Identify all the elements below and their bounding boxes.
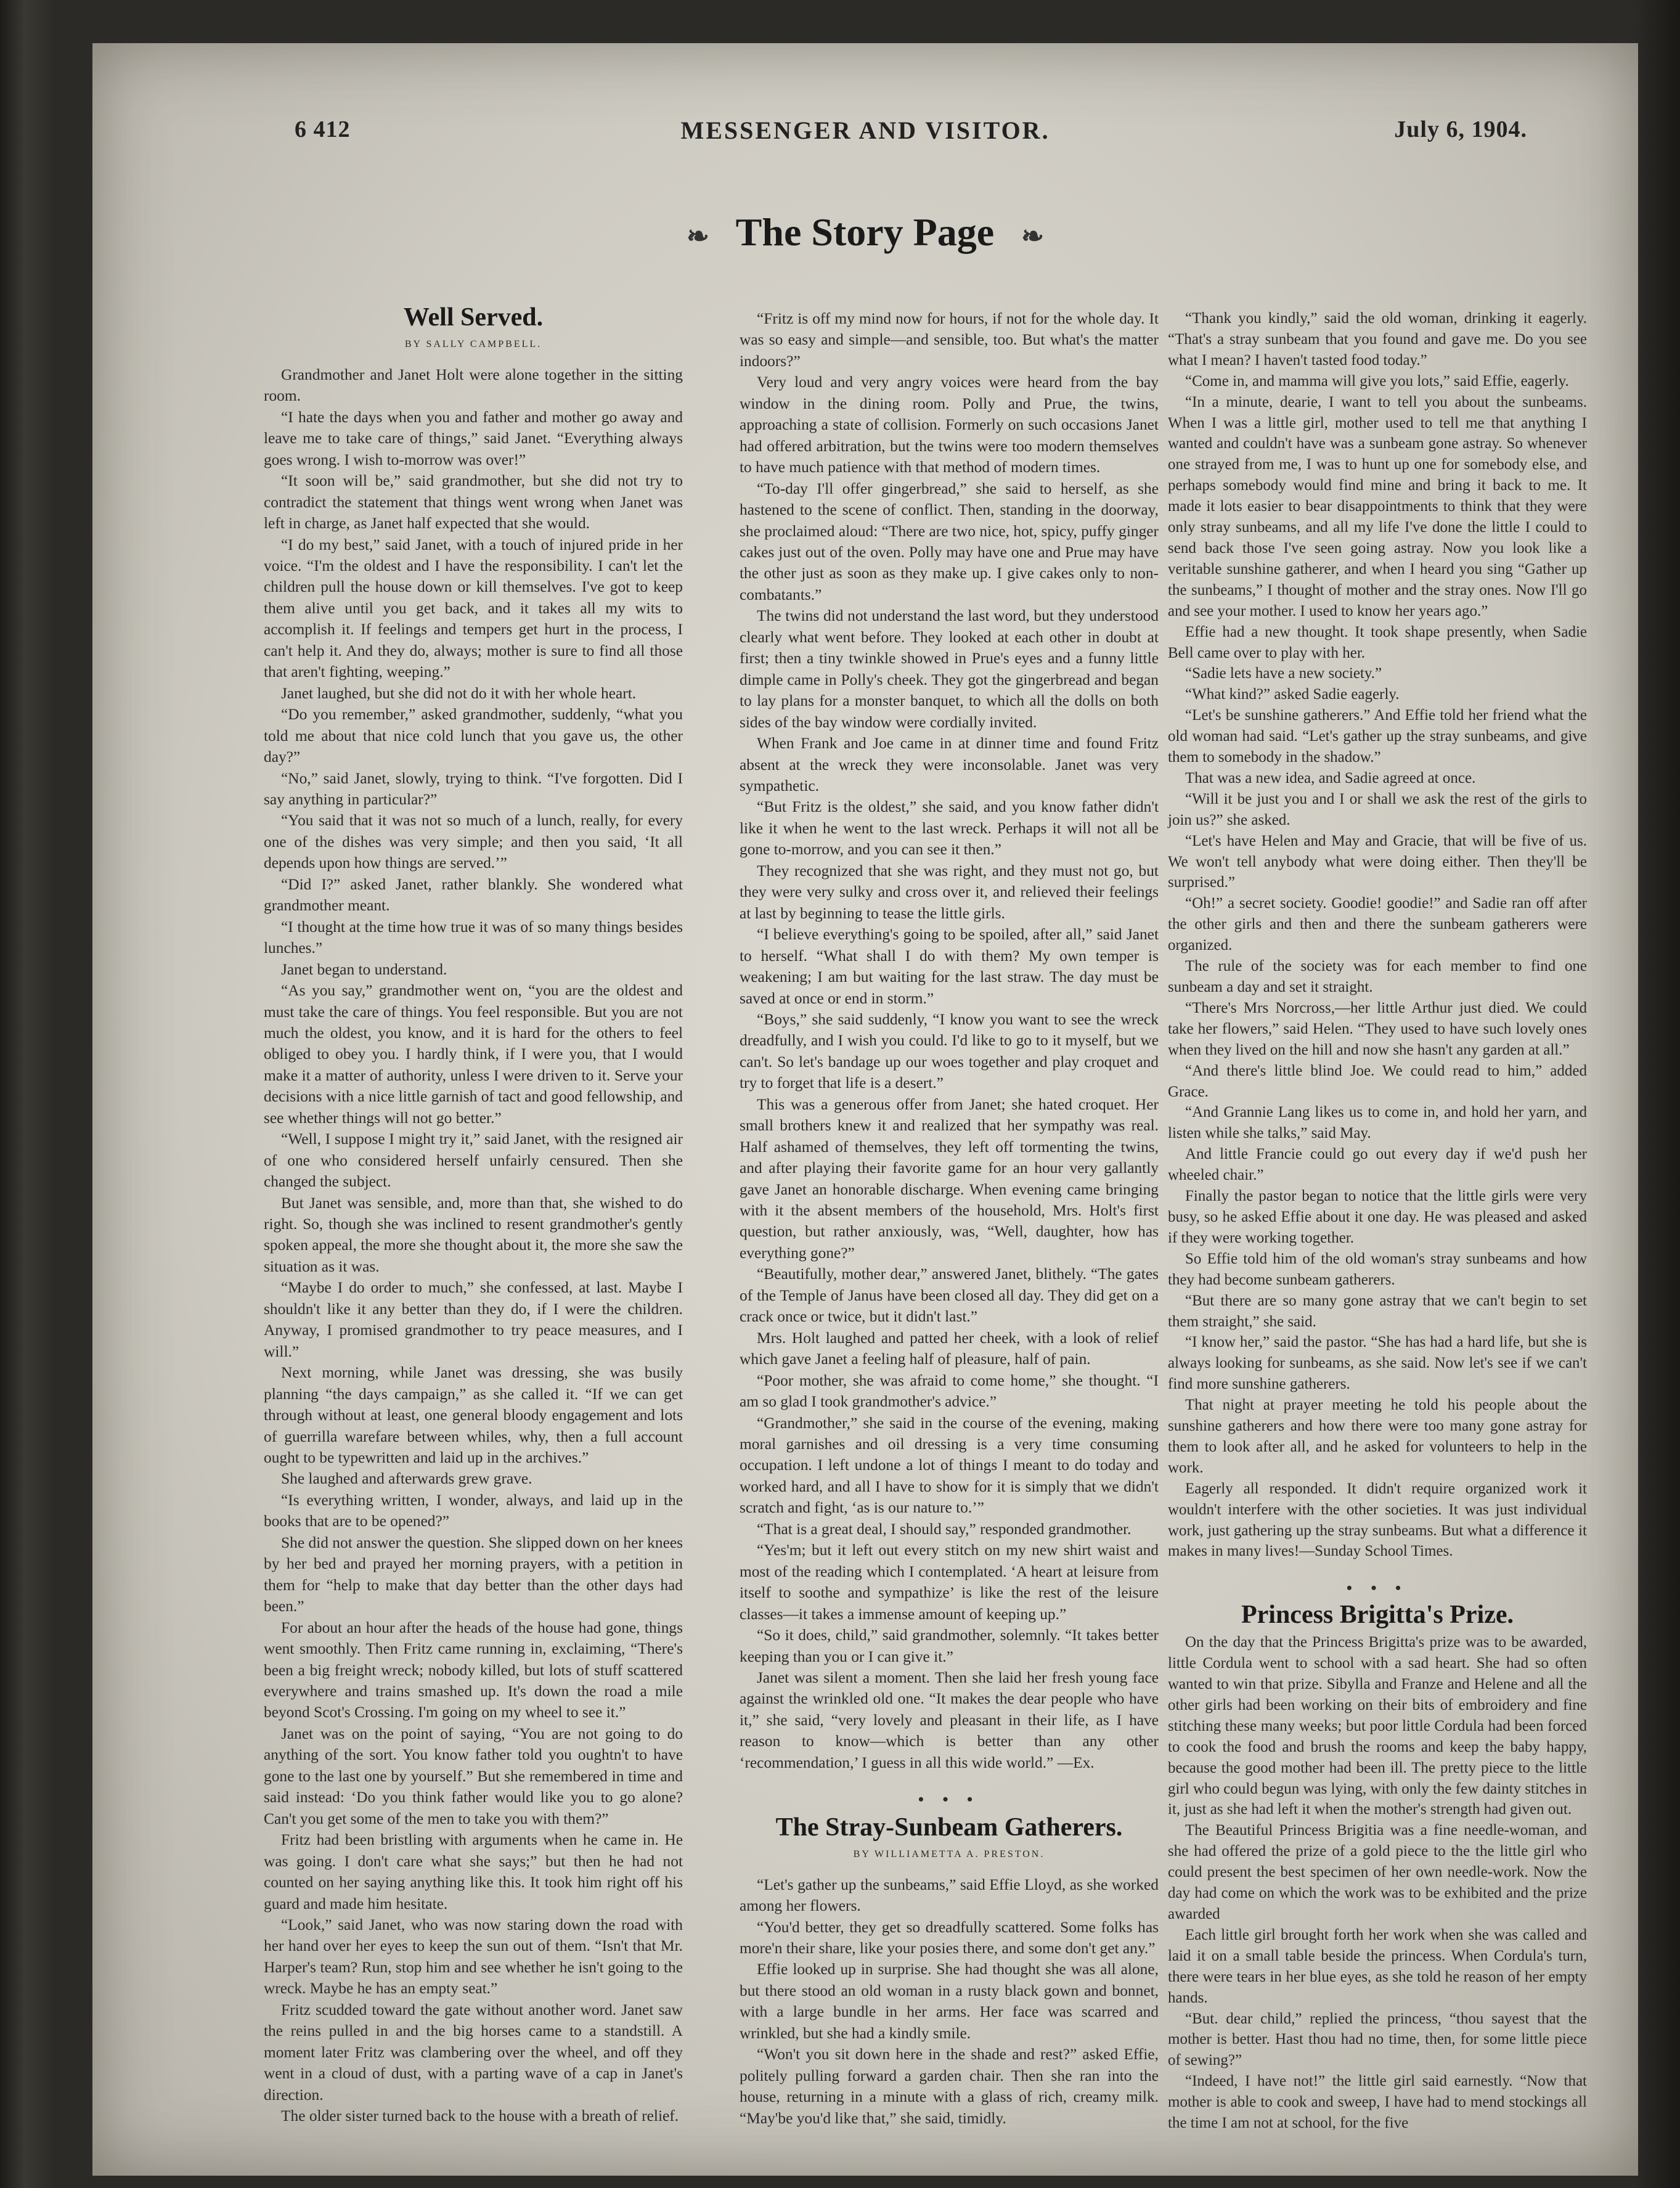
paragraph: “There's Mrs Norcross,—her little Arthur just died. We could take her flowers,” said Helen. “They used to have such lovely ones when they lived on the hill and now she hasn't any garden at all.” — [1168, 999, 1587, 1058]
paragraph: That was a new idea, and Sadie agreed at once. — [1185, 769, 1476, 786]
paragraph: “Fritz is off my mind now for hours, if not for the whole day. It was so easy and simple—and sensible, too. But what's the matter indoors?” — [740, 310, 1159, 370]
separator: • • • — [918, 1790, 981, 1809]
paragraph: Mrs. Holt laughed and patted her cheek, with a look of relief which gave Janet a feeling half of pleasure, half of pain. — [740, 1329, 1159, 1368]
story-body-continued — [740, 308, 1159, 1773]
paragraph: Eagerly all responded. It didn't require organized work it wouldn't interfere with the other societies. It was just individual work, just gathering up the stray sunbeams. But what a difference it makes in many lives!—Sunday School Times. — [1168, 1480, 1587, 1560]
paragraph: “But there are so many gone astray that we can't begin to set them straight,” she said. — [1168, 1292, 1587, 1330]
paragraph: Janet began to understand. — [281, 960, 447, 978]
paragraph: “Poor mother, she was afraid to come home,” she thought. “I am so glad I took grandmother's advice.” — [740, 1371, 1159, 1411]
paragraph: “I do my best,” said Janet, with a touch of injured pride in her voice. “I'm the oldest and I have the responsibility. I can't let the children pull the house down or kill themselves. I've got to keep them alive until you get back, and it takes all my wits to accomplish it. If feelings and tempers get hurt in the process, I can't help it. And they do, always; mother is sure to find all those that aren't fighting, weeping.” — [264, 536, 683, 681]
story-body — [1168, 1632, 1587, 2134]
leaf-ornament-icon: ❧ — [686, 221, 709, 251]
paragraph: “Beautifully, mother dear,” answered Janet, blithely. “The gates of the Temple of Janus have been closed all day. They did get on a crack once or twice, but it didn't last.” — [740, 1265, 1159, 1326]
paragraph: “You said that it was not so much of a lunch, really, for every one of the dishes was very simple; and then you said, ‘It all depends upon how things are served.’” — [264, 812, 683, 872]
section-header — [92, 210, 1638, 255]
paragraph: But Janet was sensible, and, more than that, she wished to do right. So, though she was inclined to resent grandmother's gently spoken appeal, the more she thought about it, the more she saw the situation as it was. — [264, 1194, 683, 1275]
paragraph: Fritz had been bristling with arguments when he came in. He was going. I don't care what she says;” but then he had not counted on her saying anything like this. It took him right off his guard and made him hesitate. — [264, 1831, 683, 1912]
paragraph: “As you say,” grandmother went on, “you are the oldest and must take the care of things. You feel responsible. But you are not much the oldest, you know, and it is hard for the others to feel obliged to obey you. I hardly think, if I were you, that I would make it a matter of authority, unless I were driven to it. Serve your decisions with a nice little garnish of tact and good fellowship, and see whether things will not go better.” — [264, 982, 683, 1127]
separator: • • • — [1346, 1579, 1409, 1598]
paragraph: “In a minute, dearie, I want to tell you about the sunbeams. When I was a little girl, mother used to tell me that anything I wanted and couldn't have was a sunbeam gone astray. So whenever one strayed from me, I was to hunt up one for somebody else, and perhaps somebody would find mine and bring it back to me. It made it lots easier to bear disappointments to think that they were only stray sunbeams, and all my life I've done the little I could to send back those I've seen going astray. Now you look like a veritable sunshine gatherer, and when I heard you sing “Gather up the sunbeams,” I thought of mother and the stray ones. Now I'll go and see your mother. I used to know her years ago.” — [1168, 393, 1587, 619]
paragraph: “Let's gather up the sunbeams,” said Effie Lloyd, as she worked among her flowers. — [740, 1876, 1159, 1915]
paragraph: She did not answer the question. She slipped down on her knees by her bed and prayed her morning prayers, with a petition in them for “help to make that day better than the other days had been.” — [264, 1533, 683, 1615]
paragraph: “I believe everything's going to be spoiled, after all,” said Janet to herself. “What shall I do with them? My own temper is weakening; I am but waiting for the last straw. The day must be saved at once or end in storm.” — [740, 926, 1159, 1007]
column-2 — [740, 308, 1159, 2129]
byline: BY WILLIAMETTA A. PRESTON. — [853, 1849, 1045, 1860]
paragraph: “Maybe I do order to much,” she confessed, at last. Maybe I shouldn't like it any better than they do, if I were the children. Anyway, I promised grandmother to try peace measures, and I will.” — [264, 1279, 683, 1360]
paragraph: “And Grannie Lang likes us to come in, and hold her yarn, and listen while she talks,” said May. — [1168, 1104, 1587, 1142]
column-1 — [264, 302, 683, 2127]
paragraph: The older sister turned back to the house with a breath of relief. — [281, 2107, 679, 2125]
masthead: MESSENGER AND VISITOR. — [680, 116, 1050, 144]
paragraph: Janet was on the point of saying, “You are not going to do anything of the sort. You know father told you oughtn't to have gone to the last one by yourself.” But she remembered in time and said instead: ‘Do you think father would like you to go alone? Can't you get some of the men to take you with them?” — [264, 1725, 683, 1827]
story-title-princess-brigitta: Princess Brigitta's Prize. — [1241, 1601, 1514, 1630]
paragraph: “I hate the days when you and father and mother go away and leave me to take care of things,” said Janet. “Everything always goes wrong. I wish to-morrow was over!” — [264, 408, 683, 468]
paragraph: “No,” said Janet, slowly, trying to think. “I've forgotten. Did I say anything in particular?” — [264, 769, 683, 808]
issue-date: July 6, 1904. — [1394, 116, 1527, 142]
column-3 — [1168, 308, 1587, 2134]
paragraph: “Oh!” a secret society. Goodie! goodie!” and Sadie ran off after the other girls and then and there the sunbeam gatherers were organized. — [1168, 895, 1587, 954]
paragraph: “Will it be just you and I or shall we ask the rest of the girls to join us?” she asked. — [1168, 790, 1587, 828]
paragraph: The rule of the society was for each member to find one sunbeam a day and set it straight. — [1168, 958, 1587, 995]
paragraph: “So it does, child,” said grandmother, solemnly. “It takes better keeping than you or I can give it.” — [740, 1627, 1159, 1665]
paragraph: Finally the pastor began to notice that the little girls were very busy, so he asked Effie about it one day. He was pleased and asked if they were working together. — [1168, 1188, 1587, 1246]
story-body-continued — [1168, 308, 1587, 1562]
story-body — [264, 364, 683, 2127]
paragraph: Each little girl brought forth her work when she was called and laid it on a small table beside the princess. When Cordula's turn, there were tears in her blue eyes, as she told he reason of her empty hands. — [1168, 1926, 1587, 2006]
paragraph: “Yes'm; but it left out every stitch on my new shirt waist and most of the reading which I contemplated. ‘A heart at leisure from itself to soothe and sympathize’ is like the rest of the leisure classes—it takes a immense amount of keeping up.” — [740, 1541, 1159, 1623]
paragraph: Fritz scudded toward the gate without another word. Janet saw the reins pulled in and the big horses came to a standstill. A moment later Fritz was clambering over the wheel, and off they went in a cloud of dust, with a parting wave of a cap in Janet's direction. — [264, 2001, 683, 2104]
paragraph: She laughed and afterwards grew grave. — [281, 1470, 532, 1488]
paragraph: “You'd better, they get so dreadfully scattered. Some folks has more'n their share, like your posies there, and some don't get any.” — [740, 1918, 1159, 1957]
paragraph: “Grandmother,” she said in the course of the evening, making moral garnishes and oil dressing is a very time consuming occupation. I left undone a lot of things I meant to do today and worked hard, and all I have to show for it is simply that we didn't scratch and fight, ‘as is our nature to.’” — [740, 1414, 1159, 1517]
paragraph: For about an hour after the heads of the house had gone, things went smoothly. Then Fritz came running in, exclaiming, “There's been a big freight wreck; nobody killed, but lots of stuff scattered everywhere and trains smashed up. It's down the road a mile beyond Scot's Crossing. I'm going on my wheel to see it.” — [264, 1619, 683, 1721]
paragraph: When Frank and Joe came in at dinner time and found Fritz absent at the wreck they were inconsolable. Janet was very sympathetic. — [740, 735, 1159, 794]
paragraph: “And there's little blind Joe. We could read to him,” added Grace. — [1168, 1062, 1587, 1100]
paragraph: “To-day I'll offer gingerbread,” she said to herself, as she hastened to the scene of conflict. Then, standing in the doorway, she proclaimed aloud: “There are two nice, hot, spicy, puffy ginger cakes just out of the oven. Polly may have one and Prue may have the other just as soon as they make up. I give cakes only to non-combatants.” — [740, 480, 1159, 603]
paragraph: This was a generous offer from Janet; she hated croquet. Her small brothers knew it and realized that her sympathy was real. Half ashamed of themselves, they left off tormenting the twins, and after playing their favorite game for an hour very gallantly gave Janet an honorable discharge. When evening came bringing with it the absent members of the household, Mrs. Holt's first question, but rather anxiously, was, “Well, daughter, how has everything gone?” — [740, 1095, 1159, 1262]
paragraph: “Come in, and mamma will give you lots,” said Effie, eagerly. — [1185, 372, 1569, 390]
leaf-ornament-icon: ❧ — [1021, 221, 1045, 251]
paragraph: So Effie told him of the old woman's stray sunbeams and how they had become sunbeam gatherers. — [1168, 1250, 1587, 1288]
paragraph: Next morning, while Janet was dressing, she was busily planning “the days campaign,” as she called it. “If we can get through without at least, one general bloody engagement and lots of guerrilla warefare between whiles, why, then a full account ought to be typewritten and laid up in the archives.” — [264, 1364, 683, 1467]
paragraph: “Let's be sunshine gatherers.” And Effie told her friend what the old woman had said. “Let's gather up the stray sunbeams, and give them to somebody in the shadow.” — [1168, 707, 1587, 766]
paragraph: Janet laughed, but she did not do it with her whole heart. — [281, 684, 637, 702]
paragraph: “What kind?” asked Sadie eagerly. — [1185, 686, 1400, 703]
paragraph: “Won't you sit down here in the shade and rest?” asked Effie, politely pulling forward a garden chair. Then she ran into the house, returning in a minute with a glass of rich, creamy milk. “May'be you'd like that,” she said, timidly. — [740, 2046, 1159, 2127]
paragraph: “Is everything written, I wonder, always, and laid up in the books that are to be opened?” — [264, 1491, 683, 1530]
paragraph: “Sadie lets have a new society.” — [1185, 665, 1382, 682]
paragraph: “But. dear child,” replied the princess, “thou sayest that the mother is better. Hast thou had no time, then, for some little piece of sewing?” — [1168, 2010, 1587, 2069]
paragraph: Very loud and very angry voices were heard from the bay window in the dining room. Polly and Prue, the twins, approaching a state of collision. Formerly on such occasions Janet had offered arbitration, but the twins were too modern themselves to have much patience with that method of modern times. — [740, 374, 1159, 476]
paragraph: On the day that the Princess Brigitta's prize was to be awarded, little Cordula went to school with a sad heart. She had so often wanted to win that prize. Sibylla and Franze and Helene and all the other girls had been working on their bits of embroidery and fine stitching these many weeks; but poor little Cordula had been forced to cook the food and brush the rooms and keep the baby happy, because the good mother had been ill. The pretty piece to the little girl who could begun was lying, with only the few dainty stitches in it, just as she had left it when the mother's strength had given out. — [1168, 1634, 1587, 1818]
paragraph: Janet was silent a moment. Then she laid her fresh young face against the wrinkled old one. “It makes the dear people who have it,” she said, “very lovely and pleasant in their life, as I have reason to know—which is better than any other ‘recommendation,’ I guess in all this wide world.” —Ex. — [740, 1669, 1159, 1771]
story-title-well-served: Well Served. — [403, 303, 544, 332]
paragraph: And little Francie could go out every day if we'd push her wheeled chair.” — [1168, 1146, 1587, 1184]
paragraph: “Let's have Helen and May and Gracie, that will be five of us. We won't tell anybody what were doing either. Then they'll be surprised.” — [1168, 832, 1587, 891]
paragraph: “Well, I suppose I might try it,” said Janet, with the resigned air of one who considered herself unfairly censured. Then she changed the subject. — [264, 1130, 683, 1191]
paragraph: “That is a great deal, I should say,” responded grandmother. — [757, 1520, 1132, 1538]
paragraph: The Beautiful Princess Brigitia was a fine needle-woman, and she had offered the prize of a gold piece to the the little girl who could present the best specimen of her own needle-work. Now the day had come on which the work was to be exhibited and the prize awarded — [1168, 1822, 1587, 1922]
paragraph: That night at prayer meeting he told his people about the sunshine gatherers and how there were too many gone astray for them to look after all, and he asked for volunteers to help in the work. — [1168, 1397, 1587, 1476]
paragraph: “I know her,” said the pastor. “She has had a hard life, but she is always looking for sunbeams, as she said. Now let's see if we can't find more sunshine gatherers. — [1168, 1334, 1587, 1393]
paragraph: “Indeed, I have not!” the little girl said earnestly. “Now that mother is able to cook and sweep, I have had to mend stockings all the time I am not at school, for the five — [1168, 2073, 1587, 2132]
paragraph: Effie looked up in surprise. She had thought she was all alone, but there stood an old woman in a rusty black gown and bonnet, with a large bundle in her arms. Her face was scarred and wrinkled, but she had a kindly smile. — [740, 1961, 1159, 2042]
paragraph: “Did I?” asked Janet, rather blankly. She wondered what grandmother meant. — [264, 875, 683, 915]
paragraph: “Look,” said Janet, who was now staring down the road with her hand over her eyes to keep the sun out of them. “Isn't that Mr. Harper's team? Run, stop him and see whether he isn't going to the wreck. Maybe he has an empty seat.” — [264, 1916, 683, 1998]
paragraph: “Do you remember,” asked grandmother, suddenly, “what you told me about that nice cold lunch that you gave us, the other day?” — [264, 706, 683, 766]
story-body — [740, 1874, 1159, 2129]
paragraph: “It soon will be,” said grandmother, but she did not try to contradict the statement that things went wrong when Janet was left in charge, as Janet half expected that she would. — [264, 472, 683, 533]
newspaper-page — [92, 43, 1638, 2176]
byline: BY SALLY CAMPBELL. — [404, 339, 542, 350]
page-number: 6 412 — [295, 116, 351, 142]
paragraph: They recognized that she was right, and they must not go, but they were very sulky and cross over it, and relieved their feelings at last by beginning to tease the little girls. — [740, 862, 1159, 922]
paragraph: The twins did not understand the last word, but they understood clearly what went before. They looked at each other in doubt at first; then a tiny twinkle showed in Prue's eyes and a funny little dimple came in Polly's cheek. They got the gingerbread and began to lay plans for a monster banquet, to which all the dolls on both sides of the bay window were cordially invited. — [740, 607, 1159, 731]
story-title-stray-sunbeam: The Stray-Sunbeam Gatherers. — [775, 1813, 1123, 1842]
paragraph: “I thought at the time how true it was of so many things besides lunches.” — [264, 918, 683, 957]
paragraph: “Thank you kindly,” said the old woman, drinking it eagerly. “That's a stray sunbeam that you found and gave me. Do you see what I mean? I haven't tasted food today.” — [1168, 310, 1587, 369]
section-title: The Story Page — [735, 210, 995, 254]
paragraph: “Boys,” she said suddenly, “I know you want to see the wreck dreadfully, and I wish you could. I'd like to go to it myself, but we can't. So let's bandage up our woes together and play croquet and try to forget that life is a desert.” — [740, 1010, 1159, 1092]
paragraph: Grandmother and Janet Holt were alone together in the sitting room. — [264, 365, 683, 405]
paragraph: “But Fritz is the oldest,” she said, and you know father didn't like it when he went to the last wreck. Perhaps it will not all be gone to-morrow, and you can see it then.” — [740, 798, 1159, 859]
paragraph: Effie had a new thought. It took shape presently, when Sadie Bell came over to play with her. — [1168, 623, 1587, 661]
